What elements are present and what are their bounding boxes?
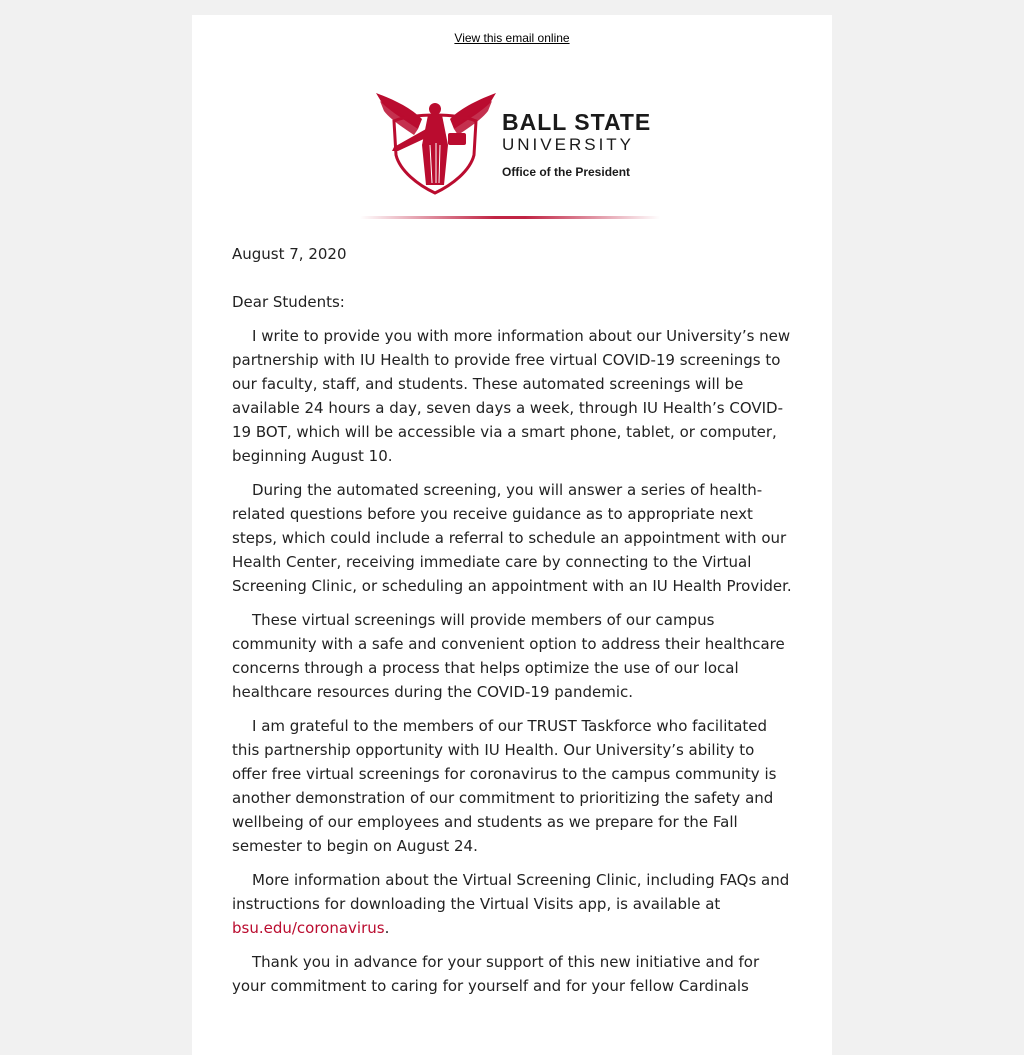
wordmark-university: UNIVERSITY bbox=[502, 135, 635, 154]
paragraph-closing: Thank you in advance for your support of this new initiative and for your commitment to caring for yourself and for your fellow Cardinals bbox=[232, 953, 760, 995]
paragraph-benefits: These virtual screenings will provide members of our campus community with a safe and convenient option to address their healthcare concerns through a process that helps optimize the use of our local healthcare resources during the COVID-19 pandemic. bbox=[232, 611, 785, 701]
wordmark-office: Office of the President bbox=[502, 165, 631, 179]
paragraph-intro: I write to provide you with more information about our University’s new partnership with IU Health to provide free virtual COVID-19 screenings to our faculty, staff, and students. These automated screenings will be available 24 hours a day, seven days a week, through IU Health’s COVID-19 BOT, which will be accessible via a smart phone, tablet, or computer, beginning August 10. bbox=[232, 327, 791, 465]
ball-state-logo bbox=[372, 85, 662, 195]
header-divider bbox=[360, 216, 660, 219]
cardinal-shield-icon bbox=[372, 85, 498, 195]
letter-salutation: Dear Students: bbox=[232, 293, 345, 311]
letter-date: August 7, 2020 bbox=[232, 245, 347, 263]
paragraph-more-info bbox=[232, 868, 794, 940]
view-email-online-link[interactable]: View this email online bbox=[454, 31, 570, 45]
paragraph-screening-process: During the automated screening, you will answer a series of health-related questions before you receive guidance as to appropriate next steps, which could include a referral to schedule an appointment with our Health Center, receiving immediate care by connecting to the Virtual Screening Clinic, or scheduling an appointment with an IU Health Provider. bbox=[232, 481, 792, 595]
paragraph-gratitude: I am grateful to the members of our TRUST Taskforce who facilitated this partnership opportunity with IU Health. Our University’s ability to offer free virtual screenings for coronavirus to the campus community is another demonstration of our commitment to prioritizing the safety and wellbeing of our employees and students as we prepare for the Fall semester to begin on August 24. bbox=[232, 717, 777, 855]
wordmark-ball-state: BALL STATE bbox=[502, 109, 652, 135]
coronavirus-info-link[interactable]: bsu.edu/coronavirus bbox=[232, 919, 385, 937]
wordmark bbox=[502, 109, 651, 179]
letter-body bbox=[232, 242, 794, 1008]
email-card bbox=[192, 15, 832, 1055]
more-info-suffix: . bbox=[384, 919, 390, 937]
more-info-text: More information about the Virtual Screening Clinic, including FAQs and instructions for downloading the Virtual Visits app, is available at bbox=[232, 871, 790, 913]
